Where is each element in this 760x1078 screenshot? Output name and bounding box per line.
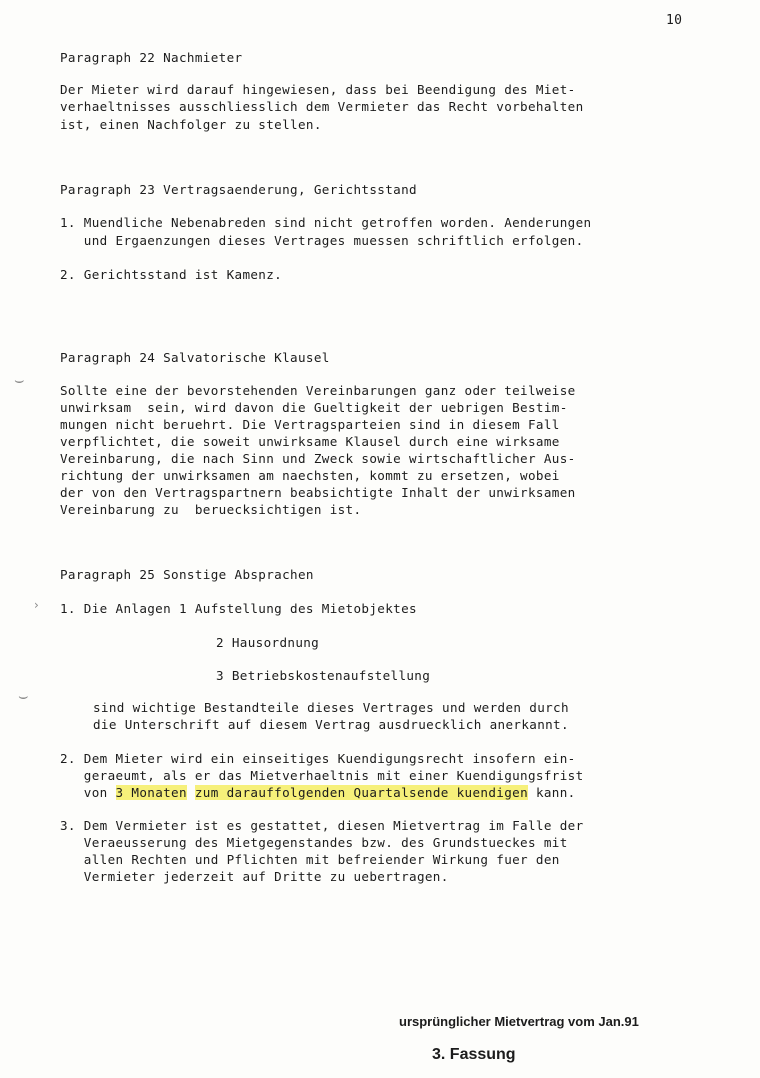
- p25-item-2-text: von: [60, 785, 116, 800]
- p22-line: ist, einen Nachfolger zu stellen.: [60, 117, 322, 132]
- p25-annex-2: 2 Hausordnung: [216, 635, 320, 650]
- heading-paragraph-25: Paragraph 25 Sonstige Absprachen: [60, 567, 314, 582]
- p25-item-2-text: kann.: [528, 785, 576, 800]
- p22-line: Der Mieter wird darauf hingewiesen, dass bei Beendigung des Miet-: [60, 82, 576, 97]
- p25-item-2-last-line: [60, 784, 576, 801]
- p25-annex-3: 3 Betriebskostenaufstellung: [216, 668, 431, 683]
- margin-mark: ›: [34, 598, 39, 612]
- heading-paragraph-23: Paragraph 23 Vertragsaenderung, Gerichtsstand: [60, 182, 417, 197]
- p25-item-1-line: die Unterschrift auf diesem Vertrag ausdruecklich anerkannt.: [93, 717, 569, 732]
- footer-version: 3. Fassung: [432, 1046, 516, 1063]
- p24-line: mungen nicht beruehrt. Die Vertragsparteien sind in diesem Fall: [60, 417, 560, 432]
- p25-item-1-line: sind wichtige Bestandteile dieses Vertrages und werden durch: [93, 700, 569, 715]
- heading-paragraph-24: Paragraph 24 Salvatorische Klausel: [60, 350, 330, 365]
- p22-line: verhaeltnisses ausschliesslich dem Vermieter das Recht vorbehalten: [60, 99, 584, 114]
- p25-item-3-line: 3. Dem Vermieter ist es gestattet, diesen Mietvertrag im Falle der: [60, 818, 584, 833]
- p24-line: unwirksam sein, wird davon die Gueltigkeit der uebrigen Bestim-: [60, 400, 568, 415]
- highlight-quarter-end: zum darauffolgenden Quartalsende kuendigen: [194, 785, 529, 800]
- p25-item-1: 1. Die Anlagen 1 Aufstellung des Mietobjektes: [60, 601, 417, 616]
- p25-item-3-line: allen Rechten und Pflichten mit befreiender Wirkung fuer den: [60, 852, 560, 867]
- p23-item-1-line: und Ergaenzungen dieses Vertrages muessen schriftlich erfolgen.: [60, 233, 584, 248]
- highlight-notice-period: 3 Monaten: [115, 785, 187, 800]
- heading-paragraph-22: Paragraph 22 Nachmieter: [60, 50, 243, 65]
- p24-line: der von den Vertragspartnern beabsichtigte Inhalt der unwirksamen: [60, 485, 576, 500]
- p23-item-1-line: 1. Muendliche Nebenabreden sind nicht getroffen worden. Aenderungen: [60, 215, 592, 230]
- footer-note: ursprünglicher Mietvertrag vom Jan.91: [399, 1014, 639, 1029]
- p23-item-2: 2. Gerichtsstand ist Kamenz.: [60, 267, 283, 282]
- p25-item-3-line: Vermieter jederzeit auf Dritte zu uebertragen.: [60, 869, 449, 884]
- p24-line: verpflichtet, die soweit unwirksame Klausel durch eine wirksame: [60, 434, 560, 449]
- p24-line: Vereinbarung, die nach Sinn und Zweck sowie wirtschaftlicher Aus-: [60, 451, 576, 466]
- margin-mark: ⌣: [18, 686, 29, 705]
- p24-line: Sollte eine der bevorstehenden Vereinbarungen ganz oder teilweise: [60, 383, 576, 398]
- p25-item-2-line: geraeumt, als er das Mietverhaeltnis mit einer Kuendigungsfrist: [60, 768, 584, 783]
- p25-item-2-text: [187, 785, 195, 800]
- p25-item-2-line: 2. Dem Mieter wird ein einseitiges Kuendigungsrecht insofern ein-: [60, 751, 576, 766]
- p24-line: richtung der unwirksamen am naechsten, kommt zu ersetzen, wobei: [60, 468, 560, 483]
- page-number: 10: [666, 13, 683, 28]
- p25-item-3-line: Veraeusserung des Mietgegenstandes bzw. des Grundstueckes mit: [60, 835, 568, 850]
- p24-line: Vereinbarung zu beruecksichtigen ist.: [60, 502, 362, 517]
- margin-mark: ⌣: [14, 370, 25, 389]
